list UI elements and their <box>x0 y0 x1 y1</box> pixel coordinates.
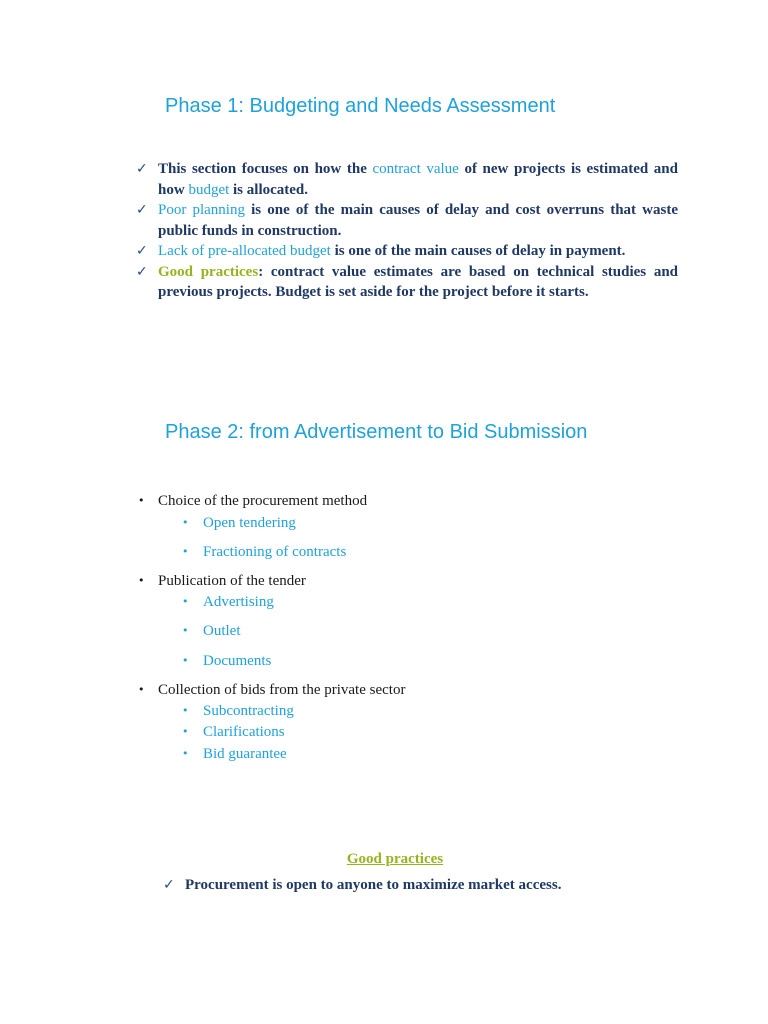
bullet-icon: • <box>138 574 145 587</box>
good-practices-heading: Good practices <box>346 851 444 867</box>
check-icon: ✓ <box>136 263 148 280</box>
good-practices-item: ✓ Procurement is open to anyone to maximize market access. <box>163 877 562 893</box>
bullet-icon: • <box>182 654 189 667</box>
highlight-lack-of-budget: Lack of pre-allocated budget <box>158 243 331 259</box>
list-item: • Fractioning of contracts <box>182 544 347 560</box>
bullet-icon: • <box>182 624 189 637</box>
phase-1-list <box>136 159 678 303</box>
phase-2-title: Phase 2: from Advertisement to Bid Submission <box>165 421 588 443</box>
highlight-budget: budget <box>188 181 230 198</box>
highlight-poor-planning: Poor planning <box>158 202 245 218</box>
collection-group <box>138 680 405 764</box>
check-icon: ✓ <box>136 202 148 218</box>
procurement-method-group <box>138 491 367 562</box>
bullet-icon: • <box>182 747 189 760</box>
check-icon: ✓ <box>136 161 148 177</box>
bullet-icon: • <box>182 516 189 529</box>
bullet-icon: • <box>182 545 189 558</box>
list-item: • Advertising <box>182 594 274 610</box>
bullet-icon: • <box>182 595 189 608</box>
bullet-icon: • <box>138 683 145 696</box>
bullet-icon: • <box>182 725 189 738</box>
list-item: • Choice of the procurement method <box>138 493 368 509</box>
list-item: • Documents <box>182 653 272 669</box>
list-item: • Publication of the tender <box>138 573 306 589</box>
list-item: • Outlet <box>182 623 241 639</box>
list-item: • Clarifications <box>182 724 285 740</box>
bullet-icon: • <box>138 494 145 507</box>
list-item: • Bid guarantee <box>182 746 287 762</box>
list-item: ✓ Good practices: contract value estimates are based on technical studies and previous projects. Budget is set aside for the project before it starts. <box>136 263 679 300</box>
list-item: ✓ This section focuses on how the contract value of new projects is estimated and how budget is allocated. <box>136 161 678 198</box>
publication-group <box>138 571 306 671</box>
list-item: ✓ Poor planning is one of the main causes of delay and cost overruns that waste public funds in construction. <box>136 202 678 239</box>
list-item: • Open tendering <box>182 515 296 531</box>
check-icon: ✓ <box>163 877 175 893</box>
list-item: • Collection of bids from the private sector <box>138 682 406 698</box>
phase-1-title: Phase 1: Budgeting and Needs Assessment <box>165 95 556 117</box>
bullet-icon: • <box>182 704 189 717</box>
list-item: • Subcontracting <box>182 703 294 719</box>
list-item: ✓ Lack of pre-allocated budget is one of the main causes of delay in payment. <box>136 241 678 262</box>
highlight-good-practices: Good practices <box>158 263 259 280</box>
highlight-contract-value: contract value <box>372 161 459 177</box>
check-icon: ✓ <box>136 243 148 259</box>
